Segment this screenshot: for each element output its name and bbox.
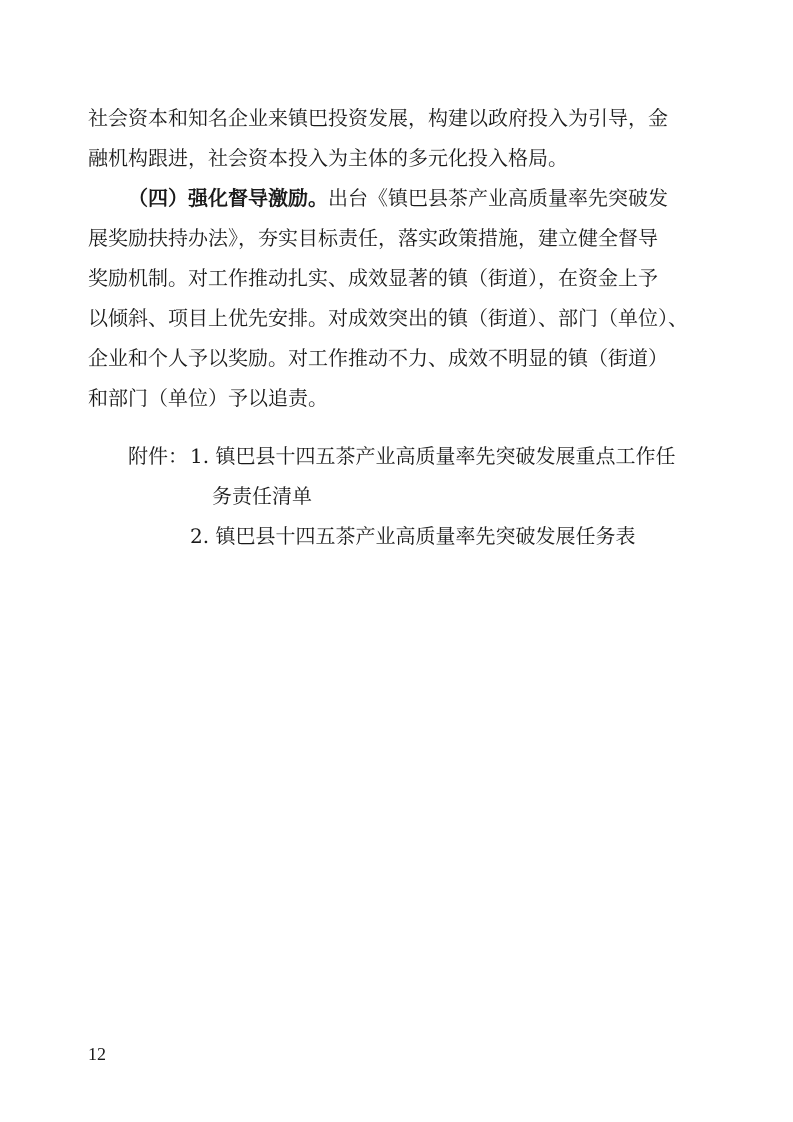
body-line-1: 社会资本和知名企业来镇巴投资发展，构建以政府投入为引导，金	[88, 106, 668, 130]
attachment-item-2: 2. 镇巴县十四五茶产业高质量率先突破发展任务表	[190, 524, 636, 548]
attachment-item-1-continued: 务责任清单	[212, 484, 312, 508]
page-number: 12	[88, 1044, 106, 1064]
section-line-5: 企业和个人予以奖励。对工作推动不力、成效不明显的镇（街道）	[88, 346, 668, 370]
section-paragraph-first-line	[128, 186, 748, 210]
section-line-4: 以倾斜、项目上优先安排。对成效突出的镇（街道）、部门（单位）、	[88, 306, 688, 330]
section-line-6: 和部门（单位）予以追责。	[88, 386, 328, 410]
body-line-2: 融机构跟进，社会资本投入为主体的多元化投入格局。	[88, 146, 568, 170]
section-line-1: 出台《镇巴县茶产业高质量率先突破发	[328, 186, 668, 210]
section-heading: （四）强化督导激励。	[128, 186, 328, 210]
section-line-2: 展奖励扶持办法》，夯实目标责任，落实政策措施，建立健全督导	[88, 226, 658, 250]
attachments-label: 附件：	[128, 444, 188, 468]
attachment-item-1: 1. 镇巴县十四五茶产业高质量率先突破发展重点工作任	[190, 444, 676, 468]
section-line-3: 奖励机制。对工作推动扎实、成效显著的镇（街道），在资金上予	[88, 266, 658, 290]
